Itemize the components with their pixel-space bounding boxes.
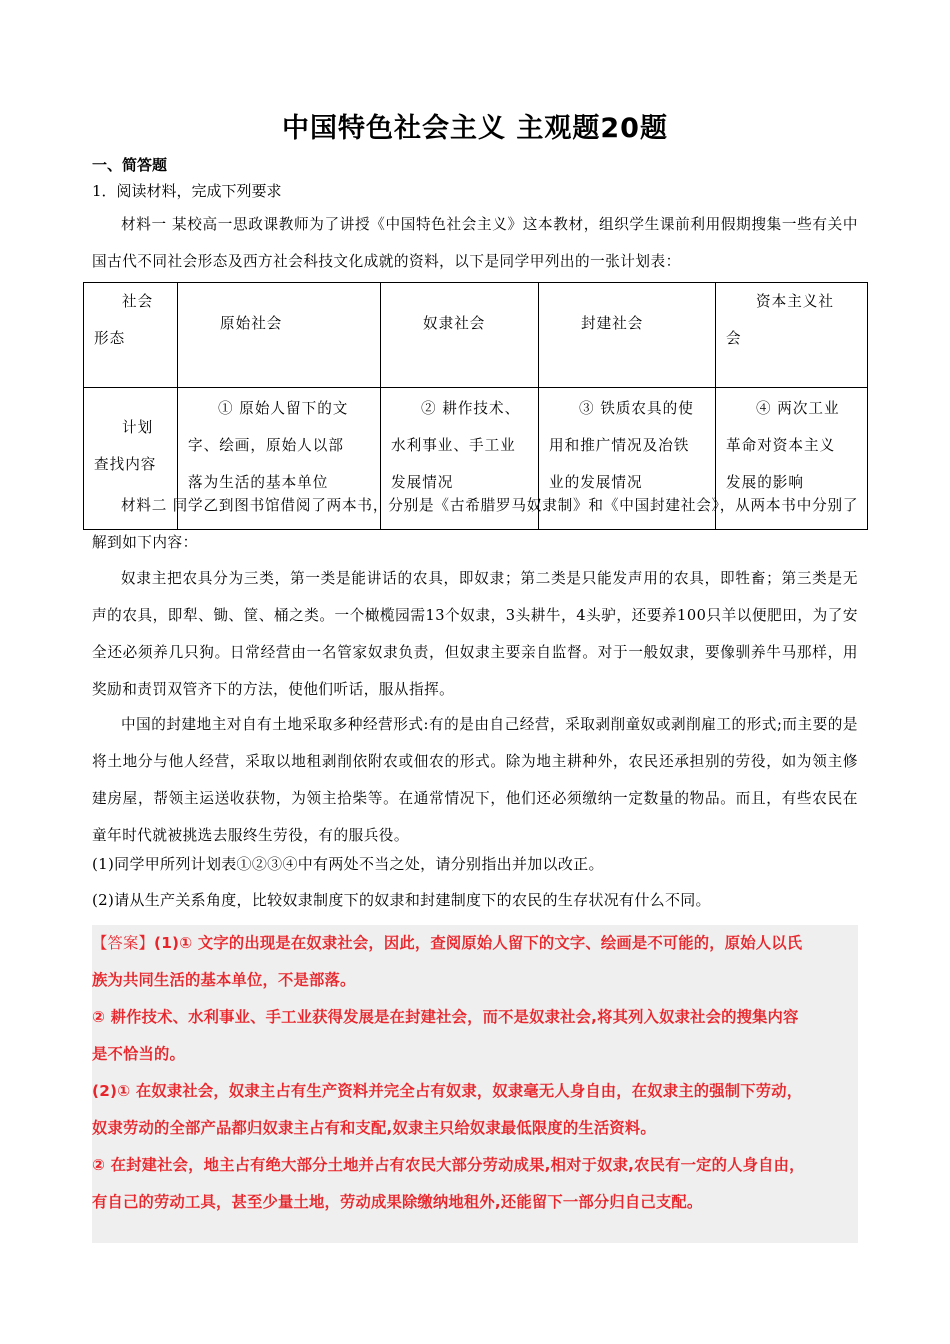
header-capitalist: 资本主义社 会 <box>716 283 868 388</box>
row-label-plan: 计划 查找内容 <box>84 388 178 530</box>
header-slavery: 奴隶社会 <box>381 283 539 388</box>
answer-line-8: 有自己的劳动工具，甚至少量土地，劳动成果除缴纳地租外,还能留下一部分归自己支配。 <box>92 1193 703 1211</box>
feudal-paragraph: 中国的封建地主对自有土地采取多种经营形式:有的是由自己经营，采取剥削童奴或剥削雇工的形式;而主要的是将土地分与他人经营，采取以地租剥削依附农或佃农的形式。除为地主耕种外，农民还承担别的劳役，如为领主修建房屋，帮领主运送收获物，为领主拾柴等。在通常情况下，他们还必须缴纳一定数量的物品。而且，有些农民在童年时代就被挑选去服终生劳役，有的服兵役。 <box>92 716 858 844</box>
row-label-social-form: 社会 形态 <box>84 283 178 388</box>
answer-line-2: 族为共同生活的基本单位，不是部落。 <box>92 971 356 989</box>
document-title: 中国特色社会主义 主观题20题 <box>282 113 668 144</box>
cell-primitive: ① 原始人留下的文 字、绘画，原始人以部 落为生活的基本单位 <box>178 388 381 530</box>
answer-block <box>92 925 858 1243</box>
answer-line-4: 是不恰当的。 <box>92 1045 185 1063</box>
header-feudal: 封建社会 <box>539 283 716 388</box>
answer-line-6: 奴隶劳动的全部产品都归奴隶主占有和支配,奴隶主只给奴隶最低限度的生活资料。 <box>92 1119 656 1137</box>
answer-line-7: ② 在封建社会，地主占有绝大部分土地并占有农民大部分劳动成果,相对于奴隶,农民有一定的人身自由， <box>92 1156 805 1174</box>
answer-line-3: ② 耕作技术、水利事业、手工业获得发展是在封建社会，而不是奴隶社会,将其列入奴隶社会的搜集内容 <box>92 1008 799 1026</box>
cell-feudal: ③ 铁质农具的使 用和推广情况及冶铁 业的发展情况 <box>539 388 716 530</box>
section-heading: 一、简答题 <box>92 156 168 174</box>
answer-line-1: 【答案】(1)① 文字的出现是在奴隶社会，因此，查阅原始人留下的文字、绘画是不可能的，原始人以氏 <box>92 934 803 952</box>
question-1-prompt: 1．阅读材料，完成下列要求 <box>92 182 282 200</box>
sub-question-2: (2)请从生产关系角度，比较奴隶制度下的奴隶和封建制度下的农民的生存状况有什么不同。 <box>92 891 711 909</box>
cell-capitalist: ④ 两次工业 革命对资本主义 发展的影响 <box>716 388 868 530</box>
answer-tag: 【答案】 <box>92 934 154 952</box>
cell-slavery: ② 耕作技术、 水利事业、手工业 发展情况 <box>381 388 539 530</box>
plan-table-header-row <box>84 283 868 388</box>
slavery-paragraph: 奴隶主把农具分为三类，第一类是能讲话的农具，即奴隶；第二类是只能发声用的农具，即牲畜；第三类是无声的农具，即犁、锄、筐、桶之类。一个橄榄园需13个奴隶，3头耕牛，4头驴，还要养100只羊以便肥田，为了安全还必须养几只狗。日常经营由一名管家奴隶负责，但奴隶主要亲自监督。对于一般奴隶，要像驯养牛马那样，用奖励和责罚双管齐下的方法，使他们听话，服从指挥。 <box>92 570 858 698</box>
answer-line-5: (2)① 在奴隶社会，奴隶主占有生产资料并完全占有奴隶，奴隶毫无人身自由，在奴隶主的强制下劳动， <box>92 1082 803 1100</box>
header-primitive: 原始社会 <box>178 283 381 388</box>
material-1-paragraph: 材料一 某校高一思政课教师为了讲授《中国特色社会主义》这本教材，组织学生课前利用假期搜集一些有关中国古代不同社会形态及西方社会科技文化成就的资料，以下是同学甲列出的一张计划表： <box>92 216 858 270</box>
material-2-paragraph: 材料二 同学乙到图书馆借阅了两本书，分别是《古希腊罗马奴隶制》和《中国封建社会》，从两本书中分别了解到如下内容： <box>92 497 858 551</box>
sub-question-1: (1)同学甲所列计划表①②③④中有两处不当之处，请分别指出并加以改正。 <box>92 855 604 873</box>
